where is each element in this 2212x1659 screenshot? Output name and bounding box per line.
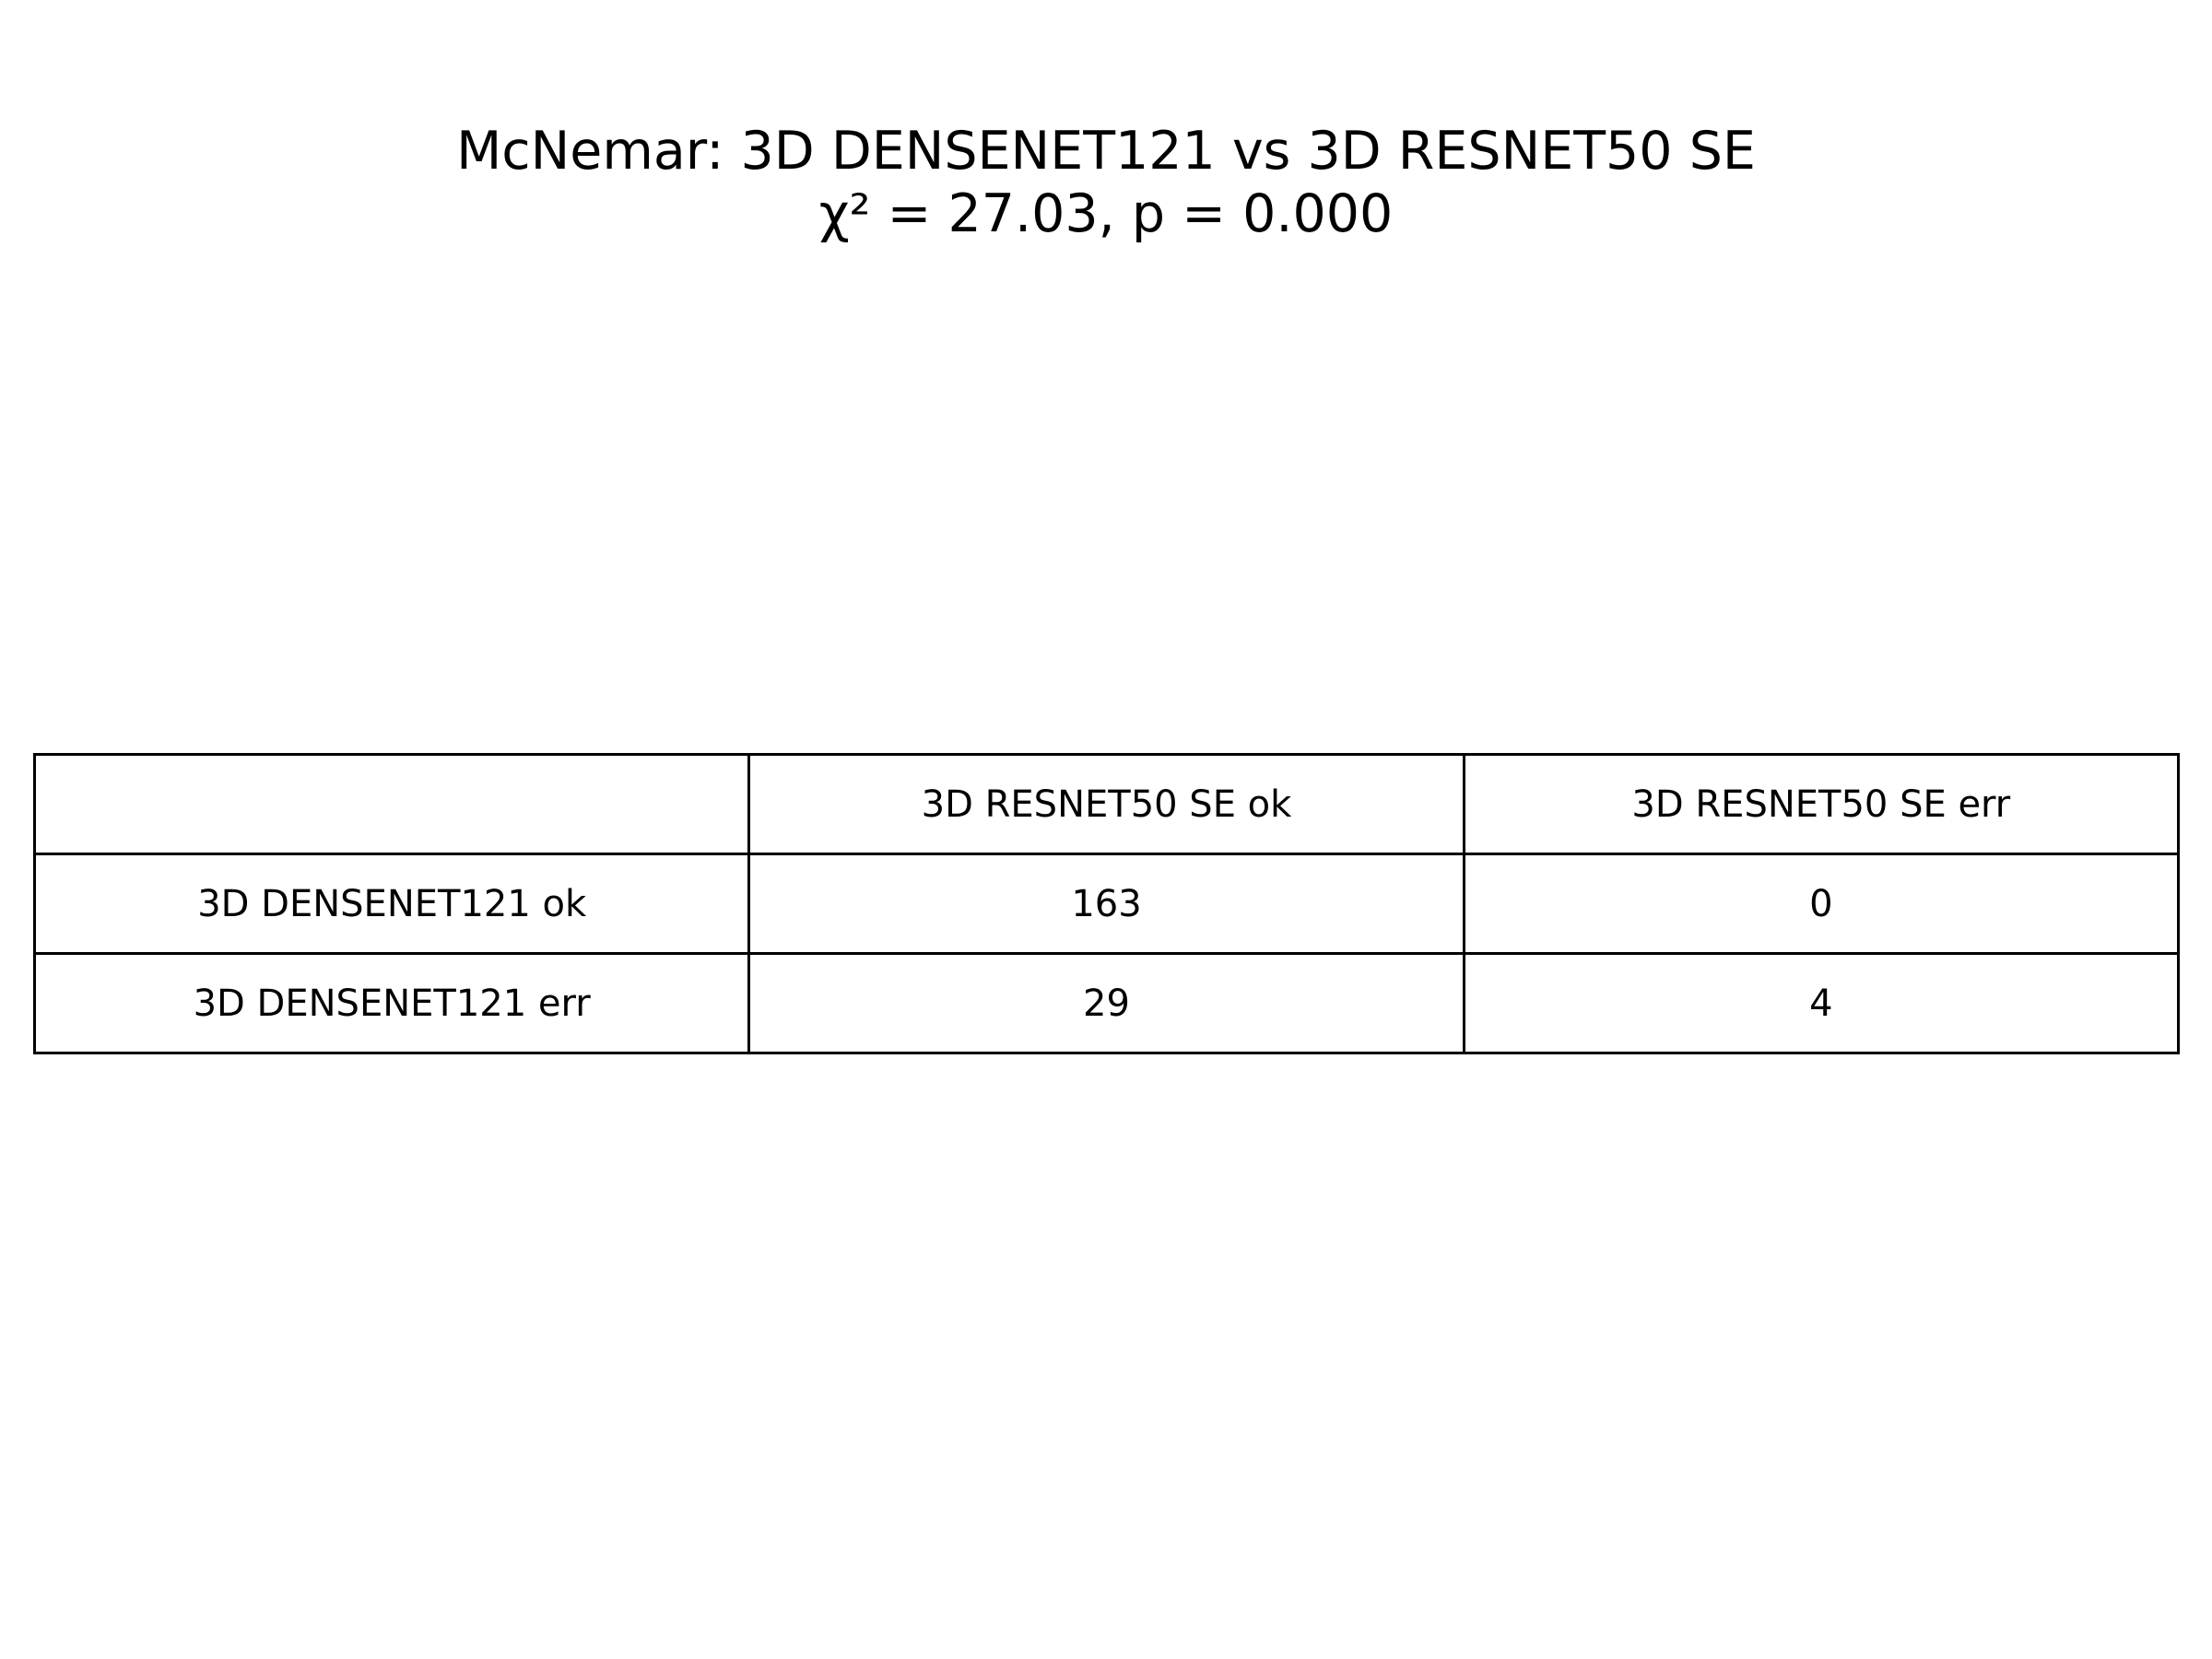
table-cell-ok-ok: 163 xyxy=(749,854,1464,954)
table-cell-ok-err: 0 xyxy=(1464,854,2178,954)
column-header-resnet-err: 3D RESNET50 SE err xyxy=(1464,755,2178,854)
chart-title: McNemar: 3D DENSENET121 vs 3D RESNET50 SE xyxy=(456,121,1756,182)
chart-subtitle: χ² = 27.03, p = 0.000 xyxy=(818,183,1394,244)
row-header-densenet-ok: 3D DENSENET121 ok xyxy=(35,854,749,954)
contingency-table xyxy=(33,753,2180,1054)
table-row xyxy=(35,954,2179,1053)
table-corner-cell xyxy=(35,755,749,854)
column-header-resnet-ok: 3D RESNET50 SE ok xyxy=(749,755,1464,854)
table-row xyxy=(35,854,2179,954)
table-cell-err-ok: 29 xyxy=(749,954,1464,1053)
table-header-row xyxy=(35,755,2179,854)
chart-title-block xyxy=(0,120,2212,245)
table-cell-err-err: 4 xyxy=(1464,954,2178,1053)
row-header-densenet-err: 3D DENSENET121 err xyxy=(35,954,749,1053)
